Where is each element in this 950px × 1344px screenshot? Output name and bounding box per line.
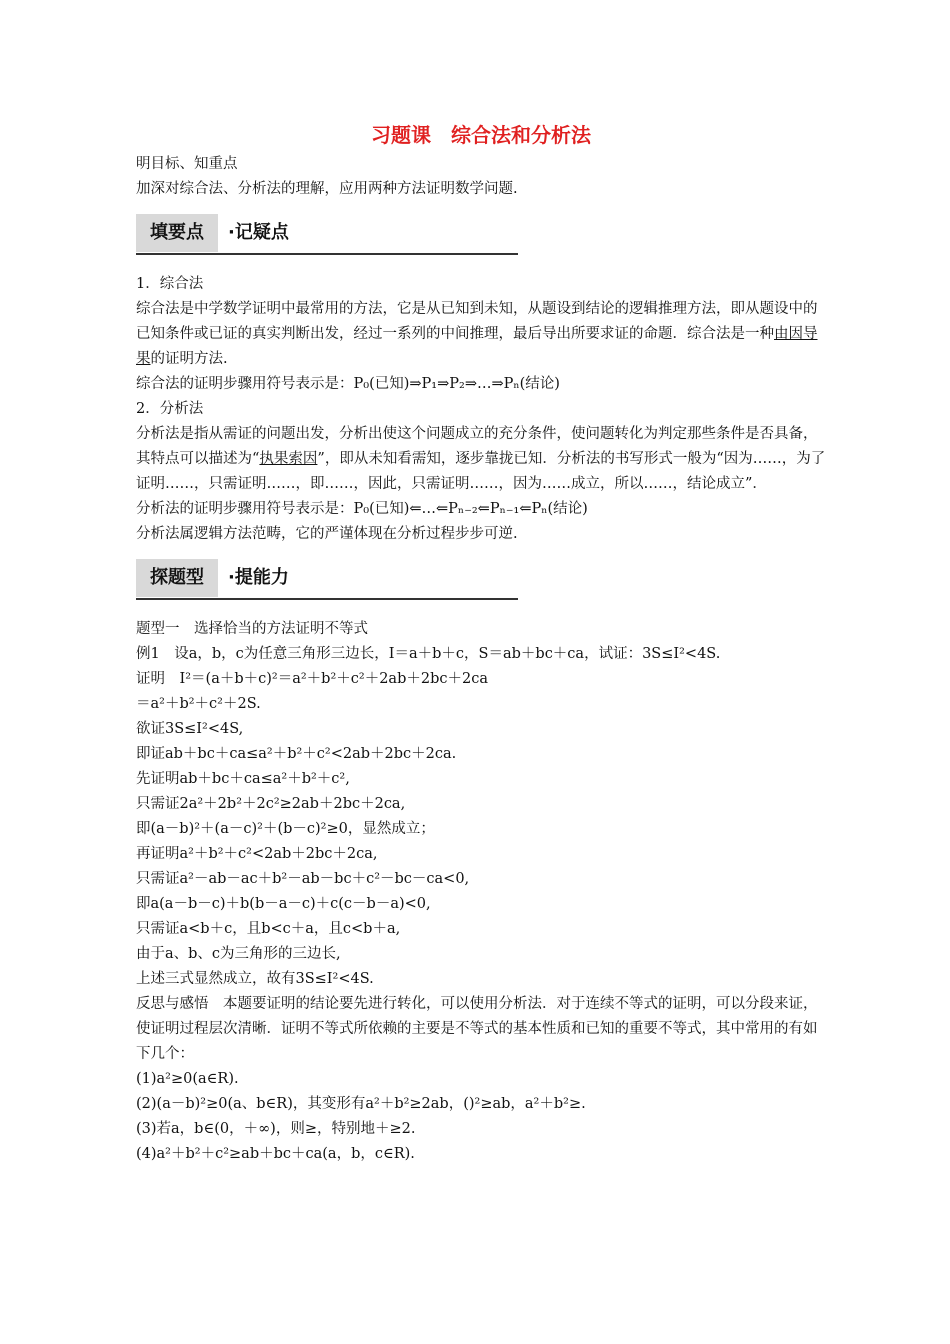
goal-label: 明目标、知重点 bbox=[136, 156, 238, 172]
proof-line: 即(a－b)²＋(a－c)²＋(b－c)²≥0，显然成立； bbox=[136, 821, 435, 837]
text-span: 综合法是中学数学证明中最常用的方法，它是从已知到未知，从题设到结论的逻辑推理方法，即从题设中的已知条件或已证的真实判断出发，经过一系列的中间推理，最后导出所要求证的命题．综合法是一种 bbox=[136, 301, 818, 342]
inequality-item: (3)若a，b∈(0，＋∞)，则≥，特别地＋≥2. bbox=[136, 1121, 416, 1137]
document-page bbox=[136, 118, 826, 1167]
proof-line: 题型一 选择恰当的方法证明不等式 bbox=[136, 621, 368, 637]
page-title: 习题课 综合法和分析法 bbox=[371, 123, 591, 147]
inequality-item: (4)a²＋b²＋c²≥ab＋bc＋ca(a，b，c∈R). bbox=[136, 1146, 415, 1162]
analysis-note: 分析法属逻辑方法范畴，它的严谨体现在分析过程步步可逆. bbox=[136, 526, 518, 542]
analysis-symbol-line: 分析法的证明步骤用符号表示是：P₀(已知)⇐…⇐Pₙ₋₂⇐Pₙ₋₁⇐Pₙ(结论) bbox=[136, 501, 588, 517]
synthesis-paragraph bbox=[136, 297, 826, 372]
section-header-1 bbox=[136, 214, 826, 256]
proof-line: 即证ab＋bc＋ca≤a²＋b²＋c²<2ab＋2bc＋2ca. bbox=[136, 746, 457, 762]
proof-line: 例1 设a，b，c为任意三角形三边长，I＝a＋b＋c，S＝ab＋bc＋ca，试证：3S≤I²<4S. bbox=[136, 646, 721, 662]
proof-line: 即a(a－b－c)＋b(b－a－c)＋c(c－b－a)<0, bbox=[136, 896, 431, 912]
proof-line: 只需证2a²＋2b²＋2c²≥2ab＋2bc＋2ca, bbox=[136, 796, 406, 812]
heading-synthesis: 1．综合法 bbox=[136, 276, 204, 292]
section-divider bbox=[136, 598, 518, 600]
underlined-term: 执果索因 bbox=[259, 451, 318, 467]
proof-line: 证明 I²＝(a＋b＋c)²＝a²＋b²＋c²＋2ab＋2bc＋2ca bbox=[136, 671, 488, 687]
text-span: 分析法是指从需证的问题出发，分析出使这个问题成立的充分条件，使问题转化为判定那些条件是否具备，其特点可以描述为“ bbox=[136, 426, 818, 467]
goal-text: 加深对综合法、分析法的理解，应用两种方法证明数学问题. bbox=[136, 181, 518, 197]
analysis-paragraph bbox=[136, 422, 826, 497]
section-sub-label: ·提能力 bbox=[228, 567, 289, 588]
section-divider bbox=[136, 253, 518, 255]
text-span: 的证明方法. bbox=[150, 351, 228, 367]
section-box-label: 探题型 bbox=[136, 559, 218, 597]
heading-analysis: 2．分析法 bbox=[136, 401, 204, 417]
proof-line: 上述三式显然成立，故有3S≤I²<4S. bbox=[136, 971, 374, 987]
underlined-term: 由因导果 bbox=[136, 326, 818, 367]
proof-line: 只需证a²－ab－ac＋b²－ab－bc＋c²－bc－ca<0, bbox=[136, 871, 470, 887]
section-box-label: 填要点 bbox=[136, 214, 218, 252]
reflection-paragraph: 反思与感悟 本题要证明的结论要先进行转化，可以使用分析法．对于连续不等式的证明，可以分段来证，使证明过程层次清晰．证明不等式所依赖的主要是不等式的基本性质和已知的重要不等式，其中常用的有如下几个： bbox=[136, 996, 818, 1062]
proof-line: 先证明ab＋bc＋ca≤a²＋b²＋c², bbox=[136, 771, 350, 787]
inequality-item: (2)(a－b)²≥0(a、b∈R)，其变形有a²＋b²≥2ab，()²≥ab，a²＋b²≥. bbox=[136, 1096, 586, 1112]
synthesis-symbol-line: 综合法的证明步骤用符号表示是：P₀(已知)⇒P₁⇒P₂⇒…⇒Pₙ(结论) bbox=[136, 376, 560, 392]
proof-line: 只需证a<b＋c，且b<c＋a，且c<b＋a, bbox=[136, 921, 401, 937]
proof-line: ＝a²＋b²＋c²＋2S. bbox=[136, 696, 261, 712]
section-header-2 bbox=[136, 559, 826, 601]
proof-line: 再证明a²＋b²＋c²<2ab＋2bc＋2ca, bbox=[136, 846, 378, 862]
text-span: ”，即从未知看需知，逐步靠拢已知．分析法的书写形式一般为“因为……，为了证明……，只需证明……，即……，因此，只需证明……，因为……成立，所以……，结论成立”． bbox=[136, 451, 826, 492]
proof-line: 由于a、b、c为三角形的三边长, bbox=[136, 946, 341, 962]
proof-line: 欲证3S≤I²<4S, bbox=[136, 721, 244, 737]
inequality-item: (1)a²≥0(a∈R). bbox=[136, 1071, 239, 1087]
section-sub-label: ·记疑点 bbox=[228, 222, 289, 243]
